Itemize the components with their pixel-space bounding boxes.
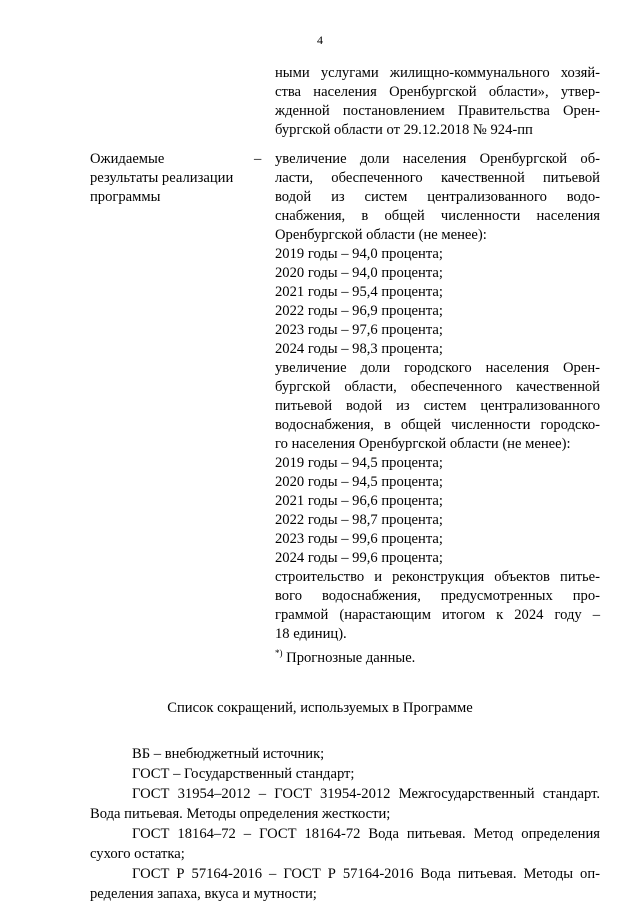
continuation-line: жденной постановлением Правительства Орен-: [275, 103, 600, 119]
results-line: вого водоснабжения, предусмотренных про-: [275, 588, 600, 604]
results-line: граммой (нарастающим итогом к 2024 году –: [275, 607, 600, 623]
abbreviations-title: Список сокращений, используемых в Программе: [167, 700, 473, 716]
results-line: 2020 годы – 94,0 процента;: [275, 265, 443, 281]
abbreviation-line: ГОСТ 31954–2012 – ГОСТ 31954-2012 Межгосударственный стандарт.: [132, 786, 600, 802]
results-line: питьевой водой из систем централизованного: [275, 398, 600, 414]
results-line: 2020 годы – 94,5 процента;: [275, 474, 443, 490]
abbreviation-line: сухого остатка;: [90, 846, 185, 862]
footnote-text: Прогнозные данные.: [282, 650, 416, 666]
results-line: ласти, обеспеченного качественной питьевой: [275, 170, 600, 186]
expected-results-label: программы: [90, 189, 161, 205]
abbreviation-line: ВБ – внебюджетный источник;: [132, 746, 325, 762]
results-line: строительство и реконструкция объектов питье-: [275, 569, 600, 585]
page-number: 4: [317, 33, 323, 47]
results-line: го населения Оренбургской области (не менее):: [275, 436, 571, 452]
results-line: водоснабжения, в общей численности городско-: [275, 417, 600, 433]
results-line: 2022 годы – 96,9 процента;: [275, 303, 443, 319]
results-line: 18 единиц).: [275, 626, 347, 642]
results-line: увеличение доли населения Оренбургской об-: [275, 151, 600, 167]
abbreviation-line: Вода питьевая. Методы определения жесткости;: [90, 806, 391, 822]
results-line: 2023 годы – 97,6 процента;: [275, 322, 443, 338]
separator-dash: –: [254, 151, 262, 167]
results-line: 2024 годы – 99,6 процента;: [275, 550, 443, 566]
results-line: увеличение доли городского населения Орен-: [275, 360, 600, 376]
footnote: [275, 644, 600, 668]
abbreviation-line: ГОСТ 18164–72 – ГОСТ 18164-72 Вода питьевая. Метод определения: [132, 826, 600, 842]
abbreviation-line: ГОСТ – Государственный стандарт;: [132, 766, 355, 782]
continuation-line: ства населения Оренбургской области», утвер-: [275, 84, 600, 100]
results-line: Оренбургской области (не менее):: [275, 227, 487, 243]
results-line: 2019 годы – 94,0 процента;: [275, 246, 443, 262]
results-line: бургской области, обеспеченного качественной: [275, 379, 600, 395]
expected-results-label: Ожидаемые: [90, 151, 165, 167]
abbreviation-line: ределения запаха, вкуса и мутности;: [90, 886, 317, 902]
results-line: снабжения, в общей численности населения: [275, 208, 600, 224]
expected-results-label: результаты реализации: [90, 170, 234, 186]
results-line: 2019 годы – 94,5 процента;: [275, 455, 443, 471]
results-line: 2022 годы – 98,7 процента;: [275, 512, 443, 528]
results-line: 2021 годы – 96,6 процента;: [275, 493, 443, 509]
results-line: 2024 годы – 98,3 процента;: [275, 341, 443, 357]
results-line: 2023 годы – 99,6 процента;: [275, 531, 443, 547]
continuation-line: ными услугами жилищно-коммунального хозяй-: [275, 65, 600, 81]
continuation-line: бургской области от 29.12.2018 № 924-пп: [275, 122, 533, 138]
footnote-mark: *): [275, 648, 283, 658]
abbreviation-line: ГОСТ Р 57164-2016 – ГОСТ Р 57164-2016 Вода питьевая. Методы оп-: [132, 866, 600, 882]
results-line: 2021 годы – 95,4 процента;: [275, 284, 443, 300]
results-line: водой из систем централизованного водо-: [275, 189, 600, 205]
